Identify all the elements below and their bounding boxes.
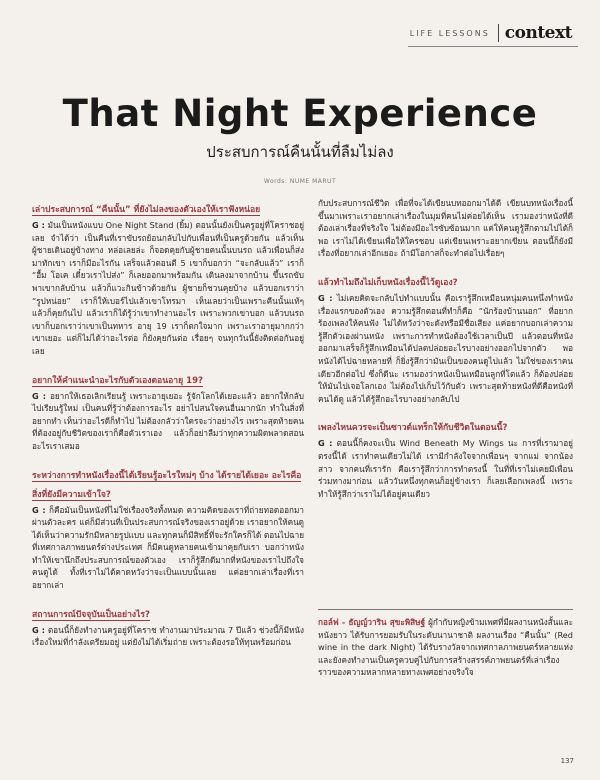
- article-title: That Night Experience: [62, 92, 538, 135]
- qa-block: [32, 368, 304, 453]
- byline: Words: NUME MARUT: [263, 178, 337, 185]
- question: ระหว่างการทำหนังเรื่องนี้ได้เรียนรู้อะไรใหม่ๆ บ้าง ได้รายได้เยอะ อะไรคือสิ่งที่ยังมีความเข้าใจ?: [32, 470, 302, 500]
- credit-description: ผู้กำกับหญิงข้ามเพศที่มีผลงานหนังสั้นและหนังยาว ได้รับการยอมรับในระดับนานาชาติ ผลงานเรื่อง “คืนนั้น” (Red wine in the dark Night) ได้รับรางวัลจากเทศกาลภาพยนตร์หลายแห่ง และยังคงทำงานเป็นครูควบคู่ไปกับการสร้างสรรค์ภาพยนตร์ที่เล่าเรื่องราวของความหลากหลายทางเพศอย่างจริงใจ: [318, 617, 574, 678]
- question: เพลงไหนควรจะเป็นซาวด์แทร็กให้กับชีวิตในตอนนี้?: [318, 423, 508, 434]
- header-rule: [408, 46, 578, 47]
- answer: [318, 437, 573, 500]
- magazine-logo: context: [504, 23, 572, 43]
- answer-text: มันเป็นหนังแบบ One Night Stand (ยิ้ม) ตอนนั้นยังเป็นครูอยู่ที่โคราชอยู่เลย จำได้ว่า เป็นคืนที่เราขับรถย้อนกลับไปกับเพื่อนที่เป็นครูด้วยกัน แล้วเห็นผู้ชายเดินอยู่ข้างทาง หล่อเลยล่ะ ก็จอดคุยกับผู้ชายคนนั้นบนรถ แล้วเพื่อนก็ส่งมาทักเขา เราก็มีอะไรกัน เสร็จแล้วตอนตี 5 เขาก็บอกว่า “จะกลับแล้ว” เราก็ “อื้ม โอเค เดี๋ยวเราไปส่ง” ก็เลยออกมาพร้อมกัน เดินลงมาจากบ้าน ขึ้นรถขับพาเขากลับบ้าน แล้วก็แวะกินข้าวด้วยกัน ผู้ชายก็ชวนคุยบ้าง แล้วบอกเราว่า “รูปหน่อย” เราก็ให้เบอร์ไปแล้วเขาโทรมา เห็นเลยว่าเป็นเพราะคืนนั้นแท้ๆ แล้วก็คุยกันไป แล้วเราก็ได้รู้ว่าเขาทำงานอะไร เพราะพวกเขาบอก แล้วบนรถเขาก็บอกเราว่าเขาเป็นทหาร อายุ 19 เราก็ตกใจมาก เพราะเราอายุมากกว่าเขาเยอะ แต่ก็ไม่ได้ว่าอะไรต่อ ก็ยังคุยกันต่อ เรื่อยๆ จนทุกวันนี้ยังติดต่อกันอยู่เลย: [32, 220, 304, 356]
- qa-block: [318, 197, 573, 260]
- credit-name: กอล์ฟ - ธัญญ์วาริน สุขะพิสิษฐ์: [318, 617, 426, 627]
- qa-block: [318, 270, 573, 405]
- qa-block: [32, 197, 304, 358]
- question: แล้วทำไมถึงไม่เก็บหนังเรื่องนี้ไว้ดูเอง?: [318, 277, 458, 288]
- credit-text: [318, 616, 573, 679]
- question: เล่าประสบการณ์ “คืนนั้น” ที่ยังไม่ลงของตัวเองให้เราฟังหน่อย: [32, 205, 261, 215]
- answer-text: ก็คือมันเป็นหนังที่ไม่ใช่เรื่องจริงทั้งหมด ความคิดของเราที่ถ่ายทอดออกมาผ่านตัวละคร แต่ก็มีส่วนที่เป็นประสบการณ์จริงของเราอยู่ด้วย เราอยากให้คนดูได้เห็นว่าความรักมีหลายรูปแบบ และทุกคนก็มีสิทธิ์ที่จะรักใครก็ได้ ตอนไปฉายที่เทศกาลภาพยนตร์ต่างประเทศ ก็มีคนดูหลายคนเข้ามาคุยกับเรา บอกว่าหนังทำให้เขานึกถึงประสบการณ์ของตัวเอง เราก็รู้สึกดีมากที่หนังของเราไปถึงใจคนดูได้ ทั้งที่เราไม่ได้คาดหวังว่าจะเป็นแบบนั้นเลย แค่อยากเล่าเรื่องที่เราอยากเล่า: [32, 504, 304, 591]
- answer: [318, 292, 573, 405]
- answer-text: ตอนนี้ก็ยังทำงานครูอยู่ที่โคราช ทำงานมาประมาณ 7 ปีแล้ว ช่วงนี้ก็มีหนังเรื่องใหม่ที่กำลังเตรียมอยู่ แต่ยังไม่ได้เริ่มถ่าย เพราะต้องรอให้ทุนพร้อมก่อน: [32, 624, 304, 648]
- page-number: 137: [560, 757, 574, 765]
- answer-lead: G :: [32, 504, 46, 515]
- answer: [32, 390, 304, 453]
- answer: [32, 504, 304, 592]
- answer-lead: G :: [318, 292, 333, 303]
- answer-text: ไม่เคยคิดจะกลับไปทำแบบนั้น คือเรารู้สึกเหมือนหนุ่มคนหนึ่งทำหนังเรื่องแรกของตัวเอง ความรู้สึกตอนที่ทำก็คือ “นักร้องบ้านนอก” ที่อยากร้องเพลงให้คนฟัง ไม่ได้หวังว่าจะดังหรือมีชื่อเสียง แค่อยากบอกเล่าความรู้สึกตัวเองผ่านหนัง เพราะการทำหนังต้องใช้เวลาเป็นปี แล้วตอนที่หนังออกมาเสร็จก็รู้สึกเหมือนได้ปลดปล่อยอะไรบางอย่างออกไปจากตัว พอหนังได้ไปฉายหลายที่ ก็ยิ่งรู้สึกว่ามันเป็นของคนดูไปแล้ว ไม่ใช่ของเราคนเดียวอีกต่อไป ซึ่งก็ดีนะ เรามองว่าหนังเป็นเหมือนลูกที่โตแล้ว ก็ต้องปล่อยให้มันไปเจอโลกเอง ไม่ต้องไปเก็บไว้กับตัว เพราะสุดท้ายหนังที่ดีคือหนังที่คนได้ดู แล้วได้รู้สึกอะไรบางอย่างกลับไป: [318, 292, 573, 404]
- article-subtitle: ประสบการณ์คืนนั้นที่ลืมไม่ลง: [206, 143, 394, 161]
- answer-lead: G :: [32, 390, 47, 401]
- answer: [32, 219, 304, 358]
- answer: [318, 197, 573, 260]
- running-header: [410, 22, 572, 44]
- answer: [32, 624, 304, 649]
- header-divider: [498, 24, 499, 42]
- left-column: [32, 197, 304, 659]
- answer-text: ตอนนี้ก็คงจะเป็น Wind Beneath My Wings นะ การที่เรามาอยู่ตรงนี้ได้ เราทำคนเดียวไม่ได้ เรามีกำลังใจจากเพื่อนๆ จากแม่ จากน้องสาว จากคนที่เรารัก คือเรารู้สึกว่าการทำตรงนี้ ในที่ที่เราไม่เคยมีเพื่อนร่วมทางมาก่อน แล้ววันหนึ่งทุกคนก็อยู่ข้างเรา ก็เลยเลือกเพลงนี้ เพราะทำให้รู้สึกว่าเราไม่ได้อยู่คนเดียว: [318, 438, 573, 499]
- qa-block: [32, 463, 304, 592]
- right-column: [318, 197, 573, 510]
- answer-lead: G :: [32, 624, 46, 635]
- answer-lead: G :: [318, 438, 333, 449]
- question: อยากให้คำแนะนำอะไรกับตัวเองตอนอายุ 19?: [32, 375, 204, 386]
- answer-lead: G :: [32, 220, 45, 230]
- answer-text: อยากให้เธอเลิกเรียนรู้ เพราะอายุเยอะ รู้จักโลกได้เยอะแล้ว อยากให้กลับไปเรียนรู้ใหม่ เป็นคนที่รู้ว่าต้องการอะไร อย่าไปสนใจคนอื่นมากนัก ทำในสิ่งที่อยากทำ เห็นว่าอะไรดีก็ทำไป ไม่ต้องกลัวว่าใครจะว่าอย่างไร เพราะสุดท้ายคนที่ต้องอยู่กับชีวิตของเราก็คือตัวเราเอง แล้วก็อย่าลืมว่าทุกความผิดพลาดสอนอะไรเราเสมอ: [32, 390, 304, 451]
- qa-block: [318, 415, 573, 500]
- question: สถานการณ์ปัจจุบันเป็นอย่างไร?: [32, 609, 151, 620]
- qa-block: [32, 602, 304, 649]
- section-label: LIFE LESSONS: [409, 28, 490, 38]
- author-credit-box: [318, 609, 573, 679]
- answer-text: กับประสบการณ์ชีวิต เพื่อที่จะได้เขียนบทออกมาได้ดี เขียนบทหนังเรื่องนี้ขึ้นมาเพราะเราอยากเล่าเรื่องในมุมที่คนไม่ค่อยได้เห็น เรามองว่าหนังที่ดีต้องเล่าเรื่องที่จริงใจ ไม่ต้องมีอะไรซับซ้อนมาก แค่ให้คนดูรู้สึกตามไปได้ก็พอ เราไม่ได้เขียนเพื่อให้ใครชอบ แต่เขียนเพราะอยากเขียน ตอนนี้ก็ยังมีเรื่องที่อยากเล่าอีกเยอะ ถ้ามีโอกาสก็จะทำต่อไปเรื่อยๆ: [318, 198, 573, 259]
